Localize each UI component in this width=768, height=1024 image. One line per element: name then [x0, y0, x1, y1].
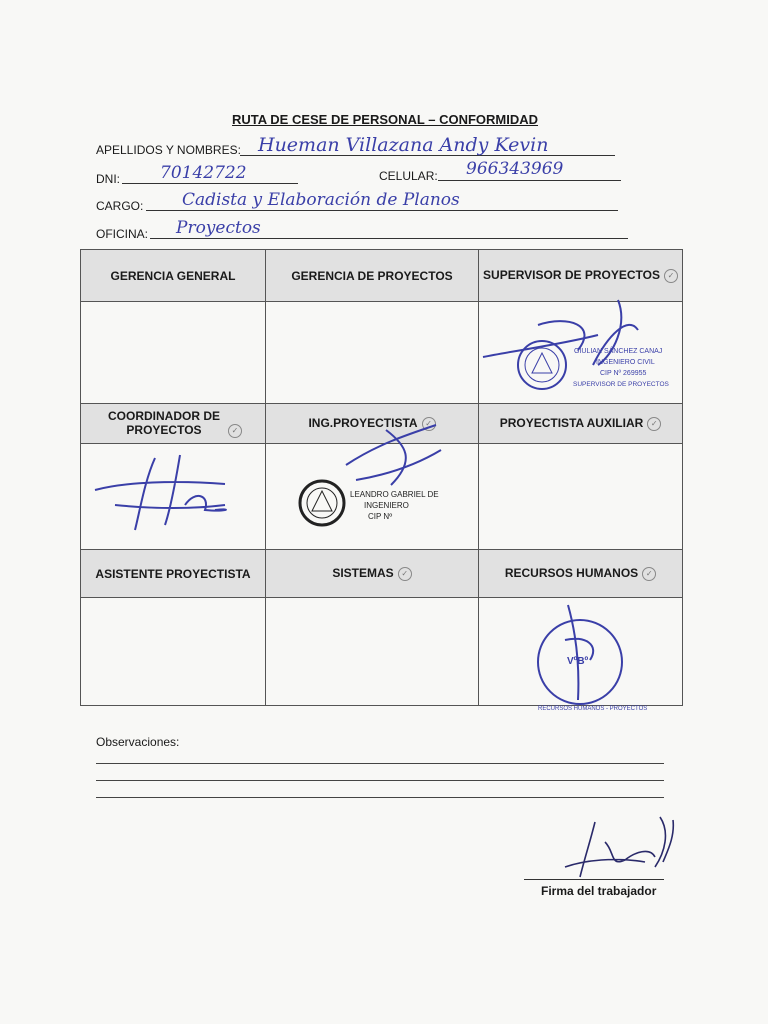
supervisor-stamp-signature [478, 295, 683, 395]
coordinador-signature [85, 450, 265, 535]
dni-label: DNI: [96, 172, 120, 186]
svg-text:CIP Nº: CIP Nº [368, 512, 393, 521]
rrhh-stamp [530, 600, 648, 712]
cell-asistente-proyectista: ASISTENTE PROYECTISTA [81, 550, 266, 598]
observaciones-line-3 [96, 797, 664, 798]
nombres-value: Hueman Villazana Andy Kevin [258, 134, 549, 156]
check-mark-icon: ✓ [422, 417, 436, 431]
check-mark-icon: ✓ [647, 417, 661, 431]
dni-line [122, 183, 298, 184]
celular-line [438, 180, 621, 181]
firma-label: Firma del trabajador [541, 884, 657, 898]
observaciones-line-2 [96, 780, 664, 781]
oficina-label: OFICINA: [96, 227, 149, 241]
ing-proyectista-stamp-signature [296, 405, 466, 535]
check-mark-icon: ✓ [398, 567, 412, 581]
nombres-label: APELLIDOS Y NOMBRES: [96, 143, 241, 157]
dni-value: 70142722 [160, 163, 247, 183]
cell-ing-proyectista: ING.PROYECTISTA ✓ [266, 404, 479, 444]
celular-label: CELULAR: [379, 169, 438, 183]
sign-box-sistemas [266, 598, 479, 706]
check-mark-icon: ✓ [642, 567, 656, 581]
sign-box-asistente [81, 598, 266, 706]
check-mark-icon: ✓ [228, 424, 242, 438]
svg-text:INGENIERO: INGENIERO [364, 501, 409, 510]
worker-signature [555, 812, 685, 882]
cargo-value: Cadista y Elaboración de Planos [182, 190, 460, 210]
sign-box-gerencia-general [81, 302, 266, 404]
observaciones-line-1 [96, 763, 664, 764]
check-mark-icon: ✓ [664, 269, 678, 283]
cell-sistemas: SISTEMAS ✓ [266, 550, 479, 598]
oficina-line [150, 238, 628, 239]
svg-text:CIP Nº 269955: CIP Nº 269955 [600, 370, 647, 377]
celular-value: 966343969 [466, 159, 564, 179]
cell-recursos-humanos: RECURSOS HUMANOS ✓ [479, 550, 683, 598]
cell-gerencia-general: GERENCIA GENERAL [81, 250, 266, 302]
cargo-line [146, 210, 618, 211]
svg-text:LEANDRO GABRIEL DE: LEANDRO GABRIEL DE [350, 490, 439, 499]
document-title: RUTA DE CESE DE PERSONAL – CONFORMIDAD [232, 112, 539, 127]
cell-proyectista-auxiliar: PROYECTISTA AUXILIAR ✓ [479, 404, 683, 444]
cell-coordinador: COORDINADOR DE PROYECTOS ✓ [81, 404, 266, 444]
svg-text:GIULIAN SÁNCHEZ CANAJ: GIULIAN SÁNCHEZ CANAJ [574, 348, 663, 355]
oficina-value: Proyectos [176, 218, 261, 238]
cell-supervisor-proyectos: SUPERVISOR DE PROYECTOS ✓ [479, 250, 683, 302]
observaciones-label: Observaciones: [96, 735, 180, 749]
cargo-label: CARGO: [96, 199, 144, 213]
sign-box-proyectista-auxiliar [479, 444, 683, 550]
svg-text:SUPERVISOR DE PROYECTOS: SUPERVISOR DE PROYECTOS [573, 381, 669, 388]
svg-text:VºBº: VºBº [567, 656, 589, 667]
cell-gerencia-proyectos: GERENCIA DE PROYECTOS [266, 250, 479, 302]
svg-text:INGENIERO CIVIL: INGENIERO CIVIL [596, 359, 655, 366]
svg-text:RECURSOS HUMANOS - PROYECTOS: RECURSOS HUMANOS - PROYECTOS [538, 706, 648, 712]
sign-box-gerencia-proyectos [266, 302, 479, 404]
firma-line [524, 879, 664, 880]
